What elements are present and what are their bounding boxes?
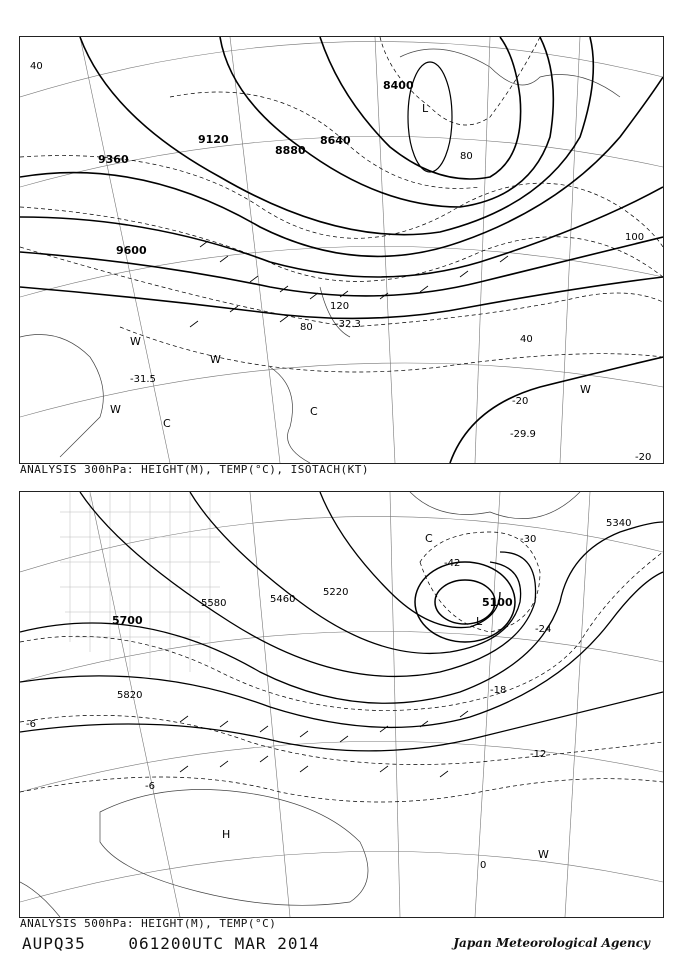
- chart-code: AUPQ35: [22, 934, 86, 953]
- low-pressure-symbol: L: [476, 615, 483, 628]
- temperature-label: -6: [145, 781, 155, 792]
- cold-symbol: C: [163, 417, 171, 430]
- isotach-label: 40: [30, 61, 43, 72]
- map-300hpa: [20, 37, 663, 463]
- temperature-label: -6: [26, 719, 36, 730]
- isotach-label: 40: [520, 334, 533, 345]
- isotach-label: 80: [300, 322, 313, 333]
- temperature-label: -12: [530, 749, 547, 760]
- low-pressure-symbol: L: [422, 102, 429, 115]
- warm-symbol: W: [580, 383, 591, 396]
- height-label: 5340: [606, 518, 632, 529]
- chart-300hpa: [19, 36, 664, 464]
- temperature-label: -30: [520, 534, 537, 545]
- warm-symbol: W: [110, 403, 121, 416]
- cold-symbol: C: [310, 405, 318, 418]
- isotach-label: 80: [460, 151, 473, 162]
- temperature-label: -20: [635, 452, 652, 463]
- height-label: 5700: [112, 614, 143, 627]
- height-label: 9120: [198, 133, 229, 146]
- coastlines: [20, 49, 620, 463]
- graticule: [20, 492, 663, 917]
- isotherms: [20, 532, 663, 802]
- caption-300hpa: ANALYSIS 300hPa: HEIGHT(M), TEMP(°C), ISOTACH(KT): [20, 463, 370, 476]
- height-label: 5580: [201, 598, 227, 609]
- height-label: 8640: [320, 134, 351, 147]
- temperature-label: -24: [535, 624, 552, 635]
- height-contours: [20, 37, 663, 318]
- warm-symbol: W: [130, 335, 141, 348]
- temperature-label: -29.9: [510, 429, 536, 440]
- chart-identifier: [22, 934, 320, 953]
- height-label: 5220: [323, 587, 349, 598]
- isotach-label: 120: [330, 301, 350, 312]
- temperature-label: -42: [444, 558, 461, 569]
- height-label: 9360: [98, 153, 129, 166]
- height-label: 8400: [383, 79, 414, 92]
- height-label: 8880: [275, 144, 306, 157]
- temperature-label: -20: [512, 396, 529, 407]
- map-500hpa: [20, 492, 663, 917]
- height-label: 5820: [117, 690, 143, 701]
- warm-symbol: W: [210, 353, 221, 366]
- temperature-label: -18: [490, 685, 507, 696]
- chart-500hpa: [19, 491, 664, 918]
- cold-symbol: C: [425, 532, 433, 545]
- temperature-label: 0: [480, 860, 487, 871]
- height-label: 5100: [482, 596, 513, 609]
- high-pressure-symbol: H: [222, 828, 231, 841]
- low-center-300: [408, 62, 452, 172]
- hatched-region: [60, 492, 220, 682]
- issuer-name: Japan Meteorological Agency: [453, 936, 650, 950]
- height-label: 9600: [116, 244, 147, 257]
- isotach-label: 100: [625, 232, 645, 243]
- temperature-label: -32.3: [335, 319, 361, 330]
- warm-symbol: W: [538, 848, 549, 861]
- height-label: 5460: [270, 594, 296, 605]
- temperature-label: -31.5: [130, 374, 156, 385]
- caption-500hpa: ANALYSIS 500hPa: HEIGHT(M), TEMP(°C): [20, 917, 277, 930]
- height-contour-south: [450, 357, 663, 463]
- valid-time: 061200UTC MAR 2014: [128, 934, 320, 953]
